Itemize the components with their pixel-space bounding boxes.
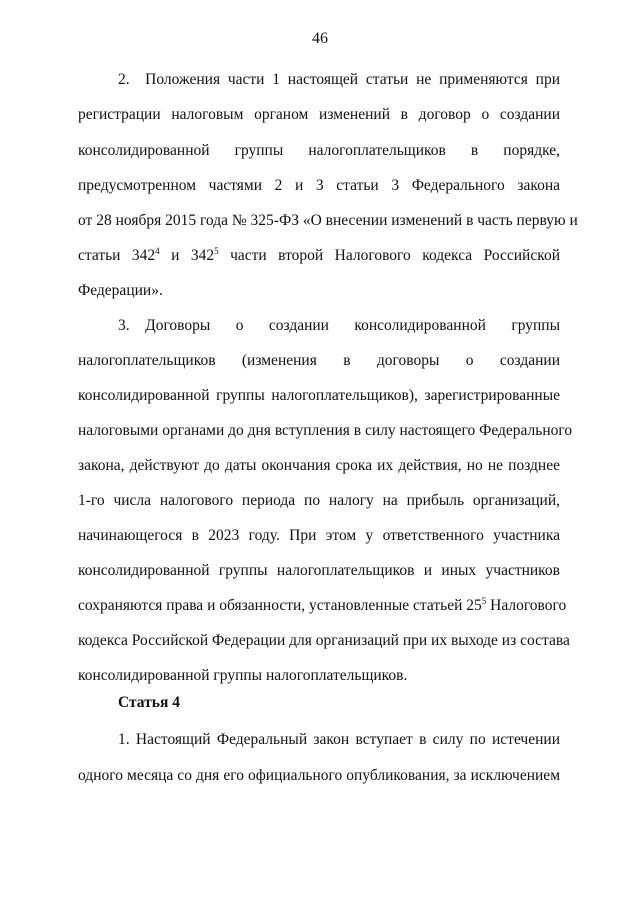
page-number: 46 [312,30,328,47]
superscript-4: 4 [155,246,160,256]
para3-line-9 [78,596,567,616]
para3-line-5: закона, действуют до даты окончания срока их действия, но не позднее [78,457,560,474]
para3-line-6: 1-го числа налогового периода по налогу на прибыль организаций, [78,492,560,509]
para2-line-6-part-b: и 342 [159,247,215,264]
article-4-heading: Статья 4 [118,694,180,711]
para2-line-4: предусмотренном частями 2 и 3 статьи 3 Федерального закона [78,177,560,194]
para3-line-10: кодекса Российской Федерации для организаций при их выходе из состава [78,632,570,649]
para3-line-2: налогоплательщиков (изменения в договоры о создании [78,352,560,369]
para2-line-2: регистрации налоговым органом изменений в договор о создании [78,106,560,123]
para2-line-6-part-c: части второй Налогового кодекса Российской [218,247,560,264]
para3-line-7: начинающегося в 2023 году. При этом у ответственного участника [78,527,560,544]
para3-line-9-part-b: Налогового [486,597,567,614]
para2-line-6 [78,246,560,266]
para3-line-11: консолидированной группы налогоплательщиков. [78,667,408,684]
para3-line-3: консолидированной группы налогоплательщиков), зарегистрированные [78,387,560,404]
superscript-5: 5 [481,596,487,606]
para2-line-5: от 28 ноября 2015 года № 325-ФЗ «О внесении изменений в часть первую и [78,212,578,229]
para2-line-7: Федерации». [78,282,163,299]
para3-line-8: консолидированной группы налогоплательщиков и иных участников [78,562,560,579]
para2-line-1: 2. Положения части 1 настоящей статьи не применяются при [118,71,560,88]
article4-line-1: 1. Настоящий Федеральный закон вступает в силу по истечении [118,731,560,748]
para3-line-4: налоговыми органами до дня вступления в силу настоящего Федерального [78,422,573,439]
para3-line-1: 3. Договоры о создании консолидированной группы [118,317,560,334]
para2-line-3: консолидированной группы налогоплательщиков в порядке, [78,142,560,159]
para3-line-9-part-a: сохраняются права и обязанности, установленные статьей 25 [78,597,482,614]
article4-line-2: одного месяца со дня его официального опубликования, за исключением [78,767,560,784]
superscript-5: 5 [214,246,219,256]
para2-line-6-part-a: статьи 342 [78,247,156,264]
